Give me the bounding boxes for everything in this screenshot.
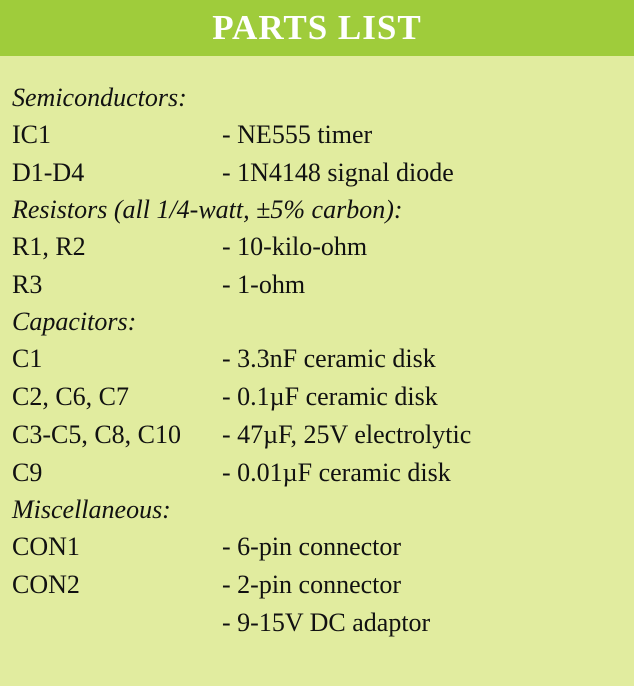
part-ref: R3: [12, 270, 43, 299]
part-desc: - 0.01µF ceramic disk: [222, 458, 451, 487]
part-row: [12, 116, 624, 154]
part-ref: IC1: [12, 120, 51, 149]
part-desc: - NE555 timer: [222, 120, 373, 149]
part-desc: - 0.1µF ceramic disk: [222, 382, 438, 411]
part-row: [12, 416, 624, 454]
part-row: [12, 266, 624, 304]
part-ref: D1-D4: [12, 158, 85, 187]
part-ref: C1: [12, 344, 43, 373]
part-ref: R1, R2: [12, 232, 86, 261]
part-desc: - 9-15V DC adaptor: [222, 608, 431, 637]
part-desc: - 47µF, 25V electrolytic: [222, 420, 472, 449]
parts-list-content: [12, 80, 624, 642]
part-row: [12, 454, 624, 492]
part-desc: - 3.3nF ceramic disk: [222, 344, 436, 373]
part-row: [12, 340, 624, 378]
section-heading: Semiconductors:: [12, 83, 187, 112]
part-row: [12, 604, 624, 642]
section-resistors: [12, 192, 624, 304]
section-semiconductors: [12, 80, 624, 192]
section-miscellaneous: [12, 492, 624, 642]
part-row: [12, 378, 624, 416]
part-ref: C9: [12, 458, 43, 487]
part-ref: CON1: [12, 532, 80, 561]
part-row: [12, 528, 624, 566]
page-title: PARTS LIST: [212, 8, 422, 47]
part-desc: - 1-ohm: [222, 270, 306, 299]
section-capacitors: [12, 304, 624, 492]
part-row: [12, 228, 624, 266]
part-desc: - 2-pin connector: [222, 570, 402, 599]
part-row: [12, 154, 624, 192]
part-ref: CON2: [12, 570, 80, 599]
part-row: [12, 566, 624, 604]
section-heading: Capacitors:: [12, 307, 137, 336]
part-desc: - 6-pin connector: [222, 532, 402, 561]
part-desc: - 1N4148 signal diode: [222, 158, 454, 187]
parts-list-header: [0, 0, 634, 56]
section-heading: Resistors (all 1/4-watt, ±5% carbon):: [12, 195, 403, 224]
section-heading: Miscellaneous:: [12, 495, 171, 524]
part-ref: [12, 604, 222, 642]
part-ref: C3-C5, C8, C10: [12, 420, 182, 449]
part-ref: C2, C6, C7: [12, 382, 130, 411]
part-desc: - 10-kilo-ohm: [222, 232, 368, 261]
